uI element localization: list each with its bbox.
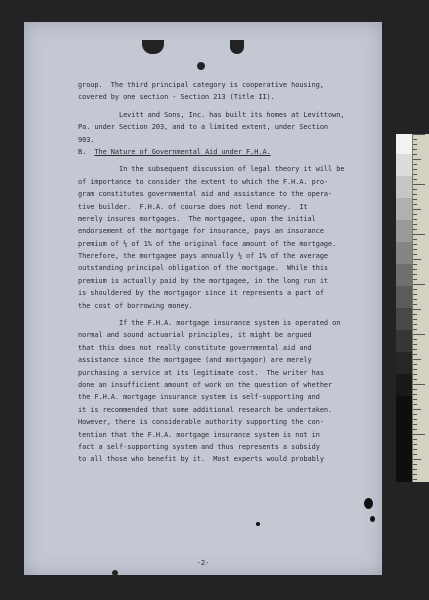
ruler-tick <box>413 244 417 245</box>
ruler-tick <box>413 304 417 305</box>
ruler-tick <box>413 204 417 205</box>
text-line: it is recommended that some additional research be undertaken. <box>78 405 333 414</box>
ruler-tick <box>413 329 417 330</box>
ruler-tick <box>413 364 417 365</box>
ruler-tick <box>413 269 417 270</box>
gray-patch <box>396 242 412 264</box>
ruler-tick <box>413 324 417 325</box>
ruler-tick <box>413 229 417 230</box>
ruler-tick <box>413 409 421 410</box>
ruler-tick <box>413 404 417 405</box>
ruler-tick <box>413 219 417 220</box>
gray-patch <box>396 352 412 374</box>
ruler-tick <box>413 184 425 185</box>
text-line: Therefore, the mortgagee pays annually ½ of 1% of the average <box>78 252 329 261</box>
ruler-tick <box>413 464 417 465</box>
ruler-tick <box>413 144 417 145</box>
ruler-tick <box>413 159 421 160</box>
ruler-tick <box>413 249 417 250</box>
ruler-tick <box>413 224 417 225</box>
ruler-tick <box>413 239 417 240</box>
punch-hole <box>112 570 118 576</box>
text-line: merely insures mortgages. The mortgagee, upon the initial <box>78 214 316 223</box>
ruler-tick <box>413 199 417 200</box>
ruler-tick <box>413 299 417 300</box>
ruler-tick <box>413 209 421 210</box>
ruler-tick <box>413 194 417 195</box>
ruler-tick <box>413 379 417 380</box>
gray-patch <box>396 374 412 396</box>
heading-title: The Nature of Governmental Aid under F.H.A. <box>94 147 271 156</box>
text-line: Levitt and Sons, Inc. has built its homes at Levittown, <box>78 110 345 119</box>
ruler-tick <box>413 424 417 425</box>
gray-patch <box>396 308 412 330</box>
ruler-tick <box>413 259 421 260</box>
ruler-tick <box>413 399 417 400</box>
gray-patch <box>396 176 412 198</box>
text-line: In the subsequent discussion of legal theory it will be <box>78 165 345 174</box>
ruler-tick <box>413 139 417 140</box>
text-line: normal and sound actuarial principles, it might be argued <box>78 331 312 340</box>
gray-patch <box>396 330 412 352</box>
ruler-tick <box>413 369 417 370</box>
ruler-tick <box>413 234 425 235</box>
gray-patch <box>396 198 412 220</box>
paper-notch <box>230 40 244 54</box>
ruler-tick <box>413 314 417 315</box>
text-line: Pa. under Section 203, and to a limited extent, under Section <box>78 123 329 132</box>
text-line: done an insufficient amount of work on the question of whether <box>78 380 333 389</box>
ruler-tick <box>413 179 417 180</box>
ruler-tick <box>413 459 421 460</box>
ruler-tick <box>413 439 417 440</box>
ruler-tick <box>413 134 425 135</box>
ruler-tick <box>413 454 417 455</box>
text-line: tention that the F.H.A. mortgage insurance system is not in <box>78 430 320 439</box>
ruler-tick <box>413 264 417 265</box>
ruler-tick <box>413 414 417 415</box>
text-line: that this does not really constitute governmental aid and <box>78 343 312 352</box>
ruler-tick <box>413 174 417 175</box>
text-line: the F.H.A. mortgage insurance system is self-supporting and <box>78 393 320 402</box>
text-line: group. The third principal category is cooperative housing, <box>78 81 324 89</box>
ruler-tick <box>413 474 417 475</box>
ruler-tick <box>413 419 417 420</box>
text-line: to all those who benefit by it. Most experts would probably <box>78 455 324 464</box>
color-calibration-ruler <box>396 134 429 482</box>
text-line: tive builder. F.H.A. of course does not lend money. It <box>78 202 308 211</box>
ruler-tick <box>413 189 417 190</box>
typed-text-body <box>78 79 370 466</box>
text-line: assistance since the mortgagee (and mortgagor) are merely <box>78 356 312 365</box>
ruler-tick <box>413 449 417 450</box>
ruler-tick <box>413 354 417 355</box>
heading-prefix: B. <box>78 147 95 156</box>
text-line: fact a self-supporting system and thus represents a subsidy <box>78 442 320 451</box>
ruler-tick <box>413 434 425 435</box>
ruler-tick <box>413 309 421 310</box>
text-line: If the F.H.A. mortgage insurance system is operated on <box>78 319 341 328</box>
ruler-tick <box>413 284 425 285</box>
punch-hole <box>197 62 205 70</box>
ruler-tick <box>413 339 417 340</box>
ruler-tick <box>413 294 417 295</box>
ruler-tick <box>413 154 417 155</box>
ruler-tick <box>413 214 417 215</box>
text-line: 903. <box>78 135 95 144</box>
ruler-tick <box>413 349 417 350</box>
text-line: However, there is considerable authority supporting the con- <box>78 418 324 427</box>
ruler-tick <box>413 374 417 375</box>
page-number: -2- <box>196 559 210 567</box>
ruler-tick <box>413 274 417 275</box>
ruler-tick <box>413 394 417 395</box>
ruler-tick <box>413 149 417 150</box>
ink-blot <box>256 522 260 526</box>
text-line: endorsement of the mortgage for insurance, pays an insurance <box>78 227 324 236</box>
gray-patch <box>396 264 412 286</box>
text-line: gram constitutes governmental aid and assistance to the opera- <box>78 190 333 199</box>
ruler-tick <box>413 169 417 170</box>
ink-blot <box>364 498 373 509</box>
ruler-tick <box>413 344 417 345</box>
ink-blot <box>370 516 375 522</box>
ruler-tick <box>413 429 417 430</box>
paper-notch <box>142 40 164 54</box>
text-line: of importance to consider the extent to which the F.H.A. pro- <box>78 177 329 186</box>
ruler-tick <box>413 319 417 320</box>
gray-patch <box>396 154 412 176</box>
text-line: outstanding principal obligation of the mortgage. While this <box>78 264 329 273</box>
ruler-tick <box>413 279 417 280</box>
gray-patch <box>396 134 412 154</box>
ruler-tick <box>413 389 417 390</box>
ruler-scale <box>412 134 429 482</box>
ruler-tick <box>413 334 425 335</box>
gray-patch <box>396 220 412 242</box>
section-heading <box>78 146 370 158</box>
ruler-tick <box>413 384 425 385</box>
ruler-tick <box>413 444 417 445</box>
gray-patch <box>396 396 412 482</box>
text-line: covered by one section - Section 213 (Title II). <box>78 93 275 102</box>
ruler-tick <box>413 289 417 290</box>
text-line: is shouldered by the mortgagor since it represents a part of <box>78 289 324 298</box>
text-line: the cost of borrowing money. <box>78 301 193 310</box>
gray-patch <box>396 286 412 308</box>
ruler-tick <box>413 359 421 360</box>
text-line: premium is actually paid by the mortgagee, in the long run it <box>78 276 329 285</box>
text-line: purchasing a service at its legitimate cost. The writer has <box>78 368 324 377</box>
ruler-tick <box>413 469 417 470</box>
ruler-tick <box>413 479 417 480</box>
ruler-tick <box>413 164 417 165</box>
text-line: premium of ½ of 1% of the original face amount of the mortgage. <box>78 239 337 248</box>
ruler-tick <box>413 254 417 255</box>
